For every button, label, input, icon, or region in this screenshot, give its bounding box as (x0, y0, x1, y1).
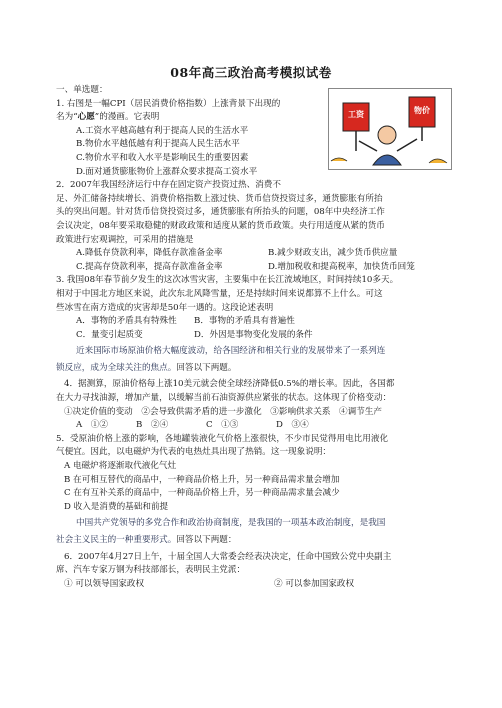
q1-text-pre: 名为“ (56, 112, 78, 123)
q6-option-2: ② 可以参加国家政权 (274, 578, 355, 589)
intro1-highlight: 锁反应，成为全球关注的焦点。 (56, 362, 177, 373)
q3-option-d: D．外因是事物变化发展的条件 (194, 329, 313, 340)
q2-options-row-1 (56, 247, 448, 261)
q1-line-1: 1. 右图是一幅CPI（居民消费价格指数）上涨背景下出现的 (56, 98, 281, 109)
q6-option-1: ① 可以领导国家政权 (64, 578, 145, 589)
q4-options-row (56, 419, 448, 433)
q3-option-b: B．事物的矛盾具有普遍性 (194, 316, 295, 327)
intro1-line-2 (56, 362, 448, 376)
q3-line-3: 些冰雪在南方造成的灾害却是50年一遇的。这段论述表明 (56, 302, 274, 313)
intro1-rest: 回答以下两题。 (176, 362, 237, 373)
cartoon-sign-left: 工资 (348, 109, 364, 119)
intro2-line-2 (56, 534, 448, 548)
intro1-line-1: 近来国际市场原油价格大幅度波动，给各国经济和相关行业的发展带来了一系列连 (76, 346, 386, 357)
q4-option-b: B ②④ (136, 420, 169, 431)
q2-line-3: 头的突出问题。针对货币信贷投资过多，通货膨胀有所抬头的问题，08年中央经济工作 (56, 207, 385, 218)
page-title: 08年高三政治高考模拟试卷 (170, 65, 332, 80)
q5-line-2: 气便宜。因此，以电磁炉为代表的电热灶具出现了热销。这一现象说明： (56, 447, 332, 458)
q4-option-d: D ③④ (276, 420, 309, 431)
q1-line-2 (56, 111, 448, 125)
q5-line-1: 5．受原油价格上涨的影响，各地罐装液化气价格上涨很快，不少市民觉得用电比用液化 (56, 433, 389, 444)
q4-option-c: C ①③ (206, 420, 239, 431)
q5-option-b: B 在可相互替代的商品中，一种商品价格上升，另一种商品需求量会增加 (64, 474, 340, 485)
q2-line-2: 足、外汇储备持续增长、消费价格指数上涨过快、货币信贷投资过多，通货膨胀有所抬 (56, 193, 383, 204)
q4-line-1: 4．据测算，原油价格每上涨10美元就会使全球经济降低0.5%的增长率。因此，各国都 (64, 379, 395, 390)
intro2-line-1: 中国共产党领导的多党合作和政治协商制度，是我国的一项基本政治制度，是我国 (76, 518, 386, 529)
q5-option-a: A 电磁炉将逐渐取代液化气灶 (64, 461, 177, 472)
q4-line-2: 在大力寻找油源，增加产量，以缓解当前石油资源供应紧张的状态。这体现了价格变动： (56, 393, 392, 404)
intro2-highlight: 社会主义民主的一种重要形式。 (56, 535, 177, 545)
q2-option-c: C.提高存贷款利率，提高存款准备金率 (76, 261, 223, 272)
intro2-rest: 回答以下两题： (176, 535, 237, 545)
section-heading: 一、单选题： (56, 85, 108, 95)
q2-line-1: 2．2007年我国经济运行中存在固定资产投资过热、消费不 (56, 180, 281, 191)
q3-options-row-2 (56, 329, 448, 343)
q6-line-2: 席、汽车专家万钢为科技部部长，表明民主党派： (56, 565, 246, 576)
q3-line-2: 相对于中国北方地区来说，此次东北风降雪量，还是持续时间来说都算不上什么。可这 (56, 288, 383, 299)
q2-option-a: A.降低存贷款利率，降低存款准备金率 (76, 248, 223, 259)
q1-emphasis: 心愿 (77, 112, 95, 123)
q4-line-3: ①决定价值的变动 ②会导致供需矛盾的进一步激化 ③影响供求关系 ④调节生产 (64, 406, 382, 417)
q3-option-a: A．事物的矛盾具有特殊性 (76, 316, 177, 327)
q6-line-1: 6．2007年4月27日上午，十届全国人大常委会经表决决定，任命中国致公党中央副主 (64, 551, 392, 562)
q2-line-4: 会议决定，08年要采取稳健的财政政策和适度从紧的货币政策。央行用适度从紧的货币 (56, 220, 385, 231)
q1-option-c: C.物价水平和收入水平是影响民生的重要因素 (76, 152, 249, 163)
q3-line-1: 3. 我国08年春节前夕发生的这次冰雪灾害，主要集中在长江流域地区，时间持续10多天。 (56, 275, 399, 286)
q2-option-d: D.增加税收和提高税率，加快货币回笼 (268, 261, 415, 272)
q4-option-a: A ①② (76, 420, 108, 431)
q1-option-b: B.物价水平越低越有利于提高人民生活水平 (76, 139, 240, 150)
cartoon-sign-right: 物价 (414, 105, 430, 115)
q1-option-d: D.面对通货膨胀物价上涨群众要求提高工资水平 (76, 166, 258, 177)
q1-text-post: ”的漫画。它表明 (94, 112, 160, 123)
q1-option-a: A.工资水平越高越有利于提高人民的生活水平 (76, 125, 249, 136)
q6-options-row (56, 578, 448, 592)
q2-option-b: B.减少财政支出，减少货币供应量 (268, 248, 398, 259)
q5-option-c: C 在有互补关系的商品中，一种商品价格上升，另一种商品需求量会减少 (64, 488, 340, 499)
q5-option-d: D 收入是消费的基础和前提 (64, 501, 169, 512)
q3-option-c: C．量变引起质变 (76, 329, 143, 340)
document-body (56, 84, 448, 591)
q3-options-row-1 (56, 315, 448, 329)
q2-line-5: 政策进行宏观调控，可采用的措施是 (56, 234, 194, 245)
q2-options-row-2 (56, 261, 448, 275)
